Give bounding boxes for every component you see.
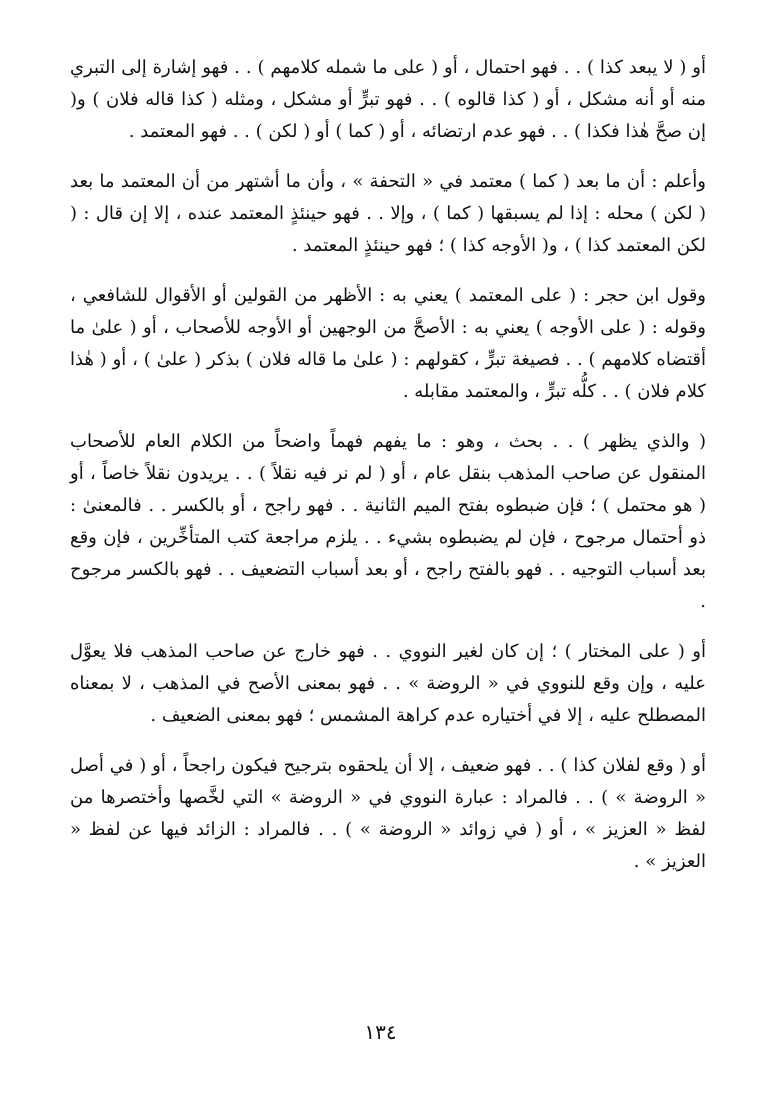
paragraph-2: وأعلم : أن ما بعد ( كما ) معتمد في « التحفة » ، وأن ما أشتهر من أن المعتمد ما بعد ( لكن ) محله : إذا لم يسبقها ( كما ) ، وإلا . . فهو حينئذٍ المعتمد عنده ، إلا إن قال : ( لكن المعتمد كذا ) ، و( الأوجه كذا ) ؛ فهو حينئذٍ المعتمد . bbox=[70, 171, 706, 256]
page-body bbox=[70, 52, 706, 896]
page-number: ١٣٤ bbox=[364, 1020, 397, 1044]
paragraph-1: أو ( لا يبعد كذا ) . . فهو احتمال ، أو ( على ما شمله كلامهم ) . . فهو إشارة إلى التبري منه أو أنه مشكل ، أو ( كذا قالوه ) . . فهو تبرٍّ أو مشكل ، ومثله ( كذا قاله فلان ) و( إن صحَّ هٰذا فكذا ) . . فهو عدم ارتضائه ، أو ( كما ) أو ( لكن ) . . فهو المعتمد . bbox=[70, 57, 706, 142]
paragraph-4: ( والذي يظهر ) . . بحث ، وهو : ما يفهم فهماً واضحاً من الكلام العام للأصحاب المنقول عن صاحب المذهب بنقل عام ، أو ( لم نر فيه نقلاً ) . . يريدون نقلاً خاصاً ، أو ( هو محتمل ) ؛ فإن ضبطوه بفتح الميم الثانية . . فهو راجح ، أو بالكسر . . فالمعنىٰ : ذو أحتمال مرجوح ، فإن لم يضبطوه بشيء . . يلزم مراجعة كتب المتأخِّرين ، فإن وقع بعد أسباب التوجيه . . فهو بالفتح راجح ، أو بعد أسباب التضعيف . . فهو بالكسر مرجوح . bbox=[70, 431, 706, 612]
paragraph-5: أو ( على المختار ) ؛ إن كان لغير النووي . . فهو خارج عن صاحب المذهب فلا يعوَّل عليه ، وإن وقع للنووي في « الروضة » . . فهو بمعنى الأصح في المذهب ، لا بمعناه المصطلح عليه ، إلا في أختياره عدم كراهة المشمس ؛ فهو بمعنى الضعيف . bbox=[70, 641, 706, 726]
paragraph-6: أو ( وقع لفلان كذا ) . . فهو ضعيف ، إلا أن يلحقوه بترجيح فيكون راجحاً ، أو ( في أصل « الروضة » ) . . فالمراد : عبارة النووي في « الروضة » التي لخَّصها وأختصرها من لفظ « العزيز » ، أو ( في زوائد « الروضة » ) . . فالمراد : الزائد فيها عن لفظ « العزيز » . bbox=[70, 755, 706, 872]
paragraph-3: وقول ابن حجر : ( على المعتمد ) يعني به : الأظهر من القولين أو الأقوال للشافعي ، وقوله : ( على الأوجه ) يعني به : الأصحَّ من الوجهين أو الأوجه للأصحاب ، أو ( علىٰ ما أقتضاه كلامهم ) . . فصيغة تبرٍّ ، كقولهم : ( علىٰ ما قاله فلان ) بذكر ( علىٰ ) ، أو ( هٰذا كلام فلان ) . . كلُّه تبرٍّ ، والمعتمد مقابله . bbox=[70, 285, 706, 402]
